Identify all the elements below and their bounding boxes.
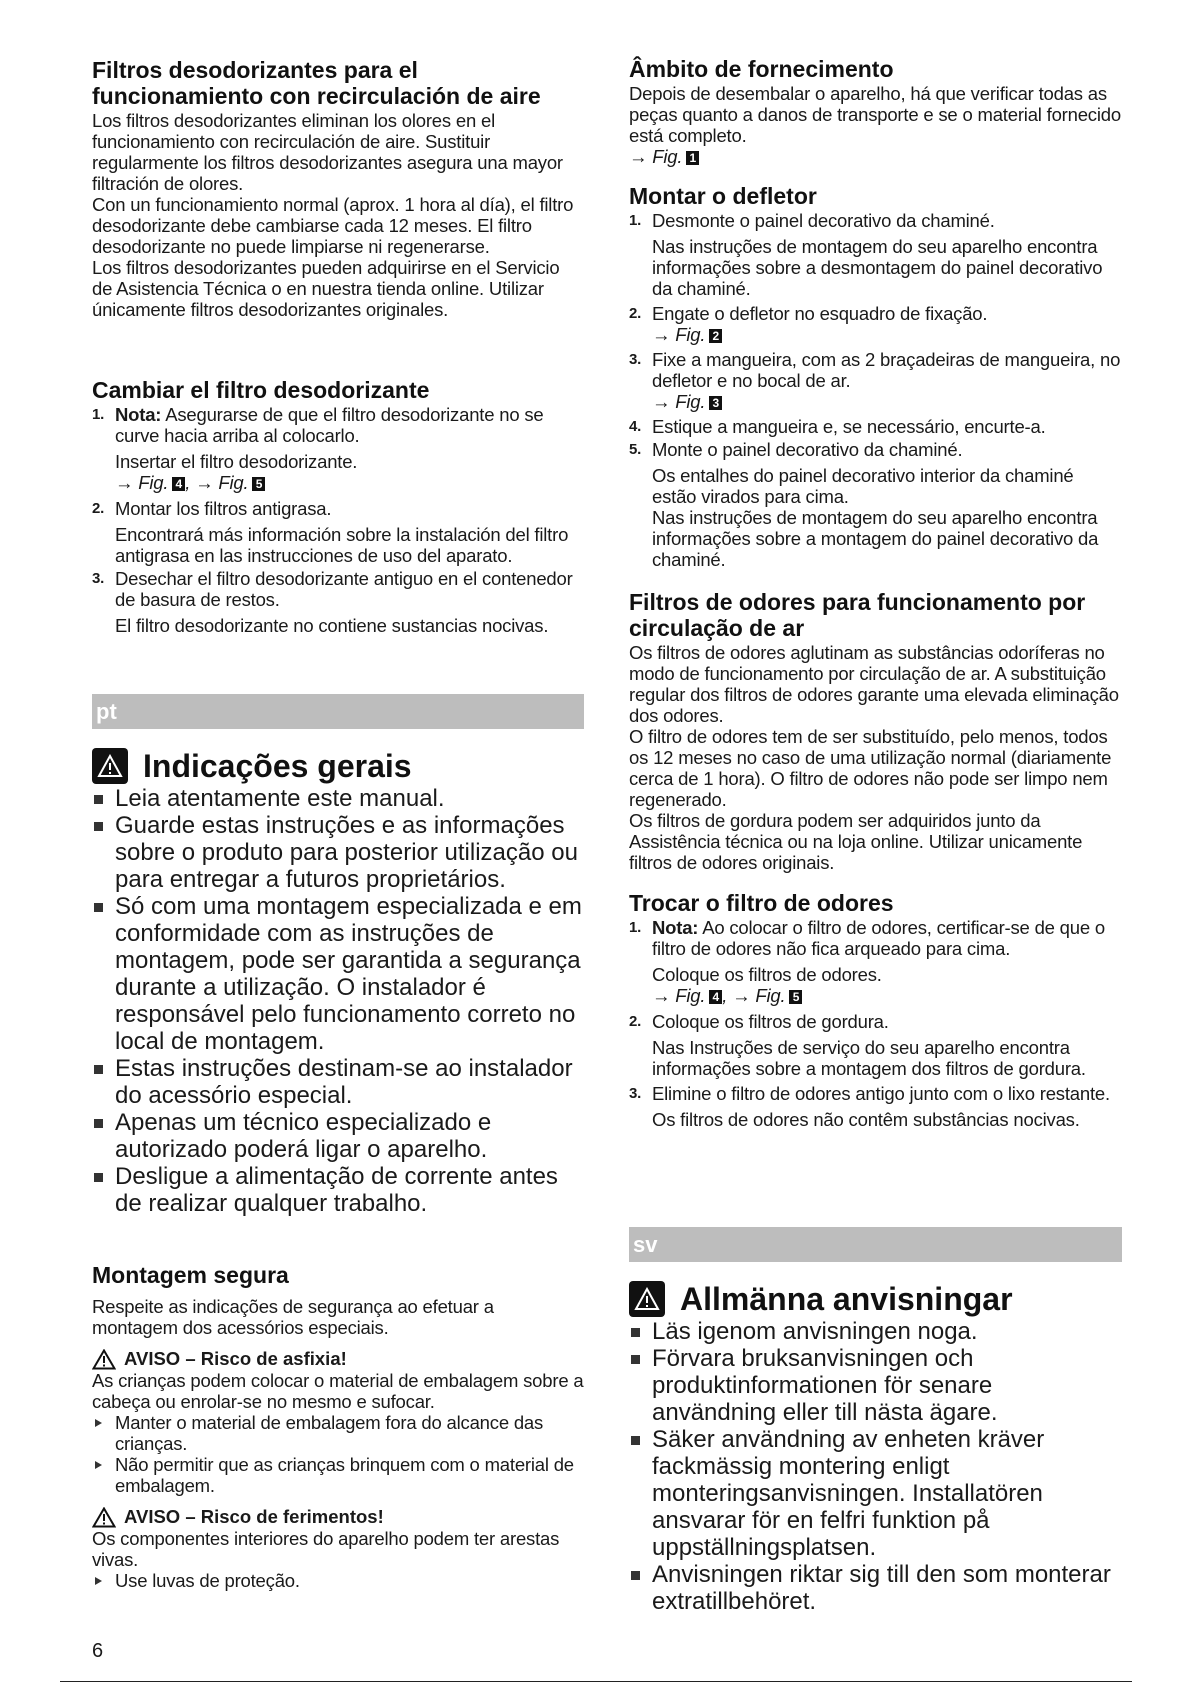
step-text: Montar los filtros antigrasa. bbox=[115, 498, 332, 519]
heading: Filtros desodorizantes para el funcionamiento con recirculación de aire bbox=[92, 57, 541, 109]
language-bar-pt: pt bbox=[92, 694, 584, 729]
figure-refs: → Fig. 4 , → Fig. 5 bbox=[115, 472, 584, 493]
heading-text: Indicações gerais bbox=[143, 748, 412, 784]
fig-number: 5 bbox=[252, 477, 265, 491]
section-es-filters bbox=[92, 57, 584, 320]
step-text: Elimine o filtro de odores antigo junto com o lixo restante. bbox=[652, 1083, 1110, 1104]
step-number: 1. bbox=[629, 919, 642, 936]
bottom-rule bbox=[60, 1681, 1132, 1682]
section-pt-safe bbox=[92, 1262, 584, 1591]
note-label: Nota: bbox=[115, 404, 162, 425]
step-number: 3. bbox=[92, 570, 105, 587]
step-number: 2. bbox=[629, 1013, 642, 1030]
fig-ref: Fig. bbox=[652, 146, 683, 167]
fig-number: 5 bbox=[789, 990, 802, 1004]
step-number: 4. bbox=[629, 418, 642, 435]
paragraph: Con un funcionamiento normal (aprox. 1 hora al día), el filtro desodorizante debe cambiarse cada 12 meses. El filtro desodorizante no puede limpiarse ni regenerarse. bbox=[92, 194, 574, 257]
fig-ref: Fig. bbox=[755, 985, 786, 1006]
fig-number: 3 bbox=[709, 396, 722, 410]
paragraph: Los filtros desodorizantes eliminan los olores en el funcionamiento con recirculación de aire. Sustituir regularmente los filtros desodorizantes asegura una mayor filtración de olores. bbox=[92, 110, 563, 194]
bullet: Läs igenom anvisningen noga. bbox=[629, 1318, 1122, 1345]
step bbox=[629, 349, 1122, 412]
fig-ref: Fig. bbox=[675, 985, 706, 1006]
warning-title bbox=[92, 1506, 584, 1528]
heading: Cambiar el filtro desodorizante bbox=[92, 377, 430, 403]
step bbox=[629, 439, 1122, 570]
section-scope bbox=[629, 56, 1122, 167]
step bbox=[629, 1011, 1122, 1079]
step bbox=[629, 1083, 1122, 1130]
heading: Montagem segura bbox=[92, 1262, 289, 1288]
big-heading bbox=[629, 1280, 1122, 1318]
fig-ref: Fig. bbox=[675, 391, 706, 412]
step-text: Estique a mangueira e, se necessário, encurte-a. bbox=[652, 416, 1046, 437]
bullet: Apenas um técnico especializado e autorizado poderá ligar o aparelho. bbox=[92, 1109, 584, 1163]
section-sv-general bbox=[629, 1280, 1122, 1615]
action: Use luvas de proteção. bbox=[92, 1570, 584, 1591]
warning-text: Os componentes interiores do aparelho podem ter arestas vivas. bbox=[92, 1528, 560, 1570]
fig-number: 4 bbox=[709, 990, 722, 1004]
heading-text: Allmänna anvisningar bbox=[680, 1281, 1013, 1317]
step bbox=[92, 498, 584, 566]
fig-ref: Fig. bbox=[675, 324, 706, 345]
fig-ref: Fig. bbox=[138, 472, 169, 493]
step-number: 2. bbox=[629, 305, 642, 322]
step-sub: Os entalhes do painel decorativo interior da chaminé estão virados para cima. bbox=[652, 465, 1074, 507]
warning-triangle-icon bbox=[92, 1349, 116, 1370]
bullet: Leia atentamente este manual. bbox=[92, 785, 584, 812]
bullet: Estas instruções destinam-se ao instalador do acessório especial. bbox=[92, 1055, 584, 1109]
section-change-odor bbox=[629, 890, 1122, 1130]
bullet: Säker användning av enheten kräver fackmässig montering enligt monteringsanvisningen. Installatören ansvarar för en felfri funktion på uppställningsplatsen. bbox=[629, 1426, 1122, 1561]
step-number: 1. bbox=[629, 212, 642, 229]
step-sub: Os filtros de odores não contêm substâncias nocivas. bbox=[652, 1109, 1080, 1130]
step-text: Monte o painel decorativo da chaminé. bbox=[652, 439, 963, 460]
fig-number: 2 bbox=[709, 329, 722, 343]
warning-text: As crianças podem colocar o material de embalagem sobre a cabeça ou enrolar-se no mesmo e sufocar. bbox=[92, 1370, 584, 1412]
step-text: Ao colocar o filtro de odores, certificar-se de que o filtro de odores não fica arqueado para cima. bbox=[652, 917, 1105, 959]
warning-title bbox=[92, 1348, 584, 1370]
fig-ref: Fig. bbox=[218, 472, 249, 493]
warning-icon bbox=[92, 748, 128, 784]
section-odor-filters bbox=[629, 589, 1122, 873]
paragraph: Los filtros desodorizantes pueden adquirirse en el Servicio de Asistencia Técnica o en nuestra tienda online. Utilizar únicamente filtros desodorizantes originales. bbox=[92, 257, 560, 320]
figure-ref: → Fig. 2 bbox=[652, 324, 1122, 345]
bullet: Förvara bruksanvisningen och produktinformationen för senare användning eller till nästa ägare. bbox=[629, 1345, 1122, 1426]
warning-icon bbox=[629, 1281, 665, 1317]
paragraph: Os filtros de gordura podem ser adquiridos junto da Assistência técnica ou na loja online. Utilizar unicamente filtros de odores originais. bbox=[629, 810, 1083, 873]
fig-number: 4 bbox=[172, 477, 185, 491]
action: Manter o material de embalagem fora do alcance das crianças. bbox=[92, 1412, 584, 1454]
paragraph: Os filtros de odores aglutinam as substâncias odoríferas no modo de funcionamento por circulação de ar. A substituição regular dos filtros de odores garante uma elevada eliminação dos odores. bbox=[629, 642, 1119, 726]
bullet: Guarde estas instruções e as informações sobre o produto para posterior utilização ou para entregar a futuros proprietários. bbox=[92, 812, 584, 893]
figure-refs: → Fig. 4 , → Fig. 5 bbox=[652, 985, 1122, 1006]
step-text: Coloque os filtros de gordura. bbox=[652, 1011, 889, 1032]
step-text: Fixe a mangueira, com as 2 braçadeiras de mangueira, no defletor e no bocal de ar. bbox=[652, 349, 1121, 391]
action: Não permitir que as crianças brinquem com o material de embalagem. bbox=[92, 1454, 584, 1496]
fig-number: 1 bbox=[686, 151, 699, 165]
paragraph: Depois de desembalar o aparelho, há que verificar todas as peças quanto a danos de transporte e se o material fornecido está completo. bbox=[629, 83, 1121, 146]
step-sub: Nas Instruções de serviço do seu aparelho encontra informações sobre a montagem dos filtros de gordura. bbox=[652, 1037, 1086, 1079]
step-number: 3. bbox=[629, 1085, 642, 1102]
step bbox=[629, 210, 1122, 299]
section-es-change bbox=[92, 377, 584, 636]
warning-title-text: AVISO – Risco de ferimentos! bbox=[124, 1506, 384, 1527]
bullet: Anvisningen riktar sig till den som monterar extratillbehöret. bbox=[629, 1561, 1122, 1615]
step-number: 1. bbox=[92, 406, 105, 423]
step bbox=[92, 404, 584, 493]
step-sub: Nas instruções de montagem do seu aparelho encontra informações sobre a desmontagem do painel decorativo da chaminé. bbox=[652, 236, 1103, 299]
note-label: Nota: bbox=[652, 917, 699, 938]
step-sub: Encontrará más información sobre la instalación del filtro antigrasa en las instrucciones de uso del aparato. bbox=[115, 524, 569, 566]
figure-ref: → Fig. 1 bbox=[629, 146, 1122, 167]
section-deflector bbox=[629, 183, 1122, 570]
warning-triangle-icon bbox=[92, 1507, 116, 1528]
step bbox=[629, 303, 1122, 345]
step-sub: Coloque os filtros de odores. bbox=[652, 964, 882, 985]
step-text: Desmonte o painel decorativo da chaminé. bbox=[652, 210, 995, 231]
step-text: Asegurarse de que el filtro desodorizante no se curve hacia arriba al colocarlo. bbox=[115, 404, 544, 446]
bullet: Desligue a alimentação de corrente antes de realizar qualquer trabalho. bbox=[92, 1163, 584, 1217]
warning-title-text: AVISO – Risco de asfixia! bbox=[124, 1348, 347, 1369]
step-number: 3. bbox=[629, 351, 642, 368]
step-sub: El filtro desodorizante no contiene sustancias nocivas. bbox=[115, 615, 549, 636]
step-text: Desechar el filtro desodorizante antiguo en el contenedor de basura de restos. bbox=[115, 568, 573, 610]
heading: Trocar o filtro de odores bbox=[629, 890, 894, 916]
bullet: Só com uma montagem especializada e em conformidade com as instruções de montagem, pode ser garantida a segurança durante a utilização. O instalador é responsável pelo funcionamento correto no local de montagem. bbox=[92, 893, 584, 1055]
step-text: Engate o defletor no esquadro de fixação. bbox=[652, 303, 988, 324]
page-number: 6 bbox=[92, 1640, 104, 1662]
step-sub: Nas instruções de montagem do seu aparelho encontra informações sobre a montagem do painel decorativo da chaminé. bbox=[652, 507, 1099, 570]
heading: Montar o defletor bbox=[629, 183, 817, 209]
step-number: 2. bbox=[92, 500, 105, 517]
step bbox=[629, 416, 1122, 437]
big-heading bbox=[92, 747, 584, 785]
paragraph: O filtro de odores tem de ser substituído, pelo menos, todos os 12 meses no caso de uma utilização normal (diariamente cerca de 1 hora). O filtro de odores não pode ser limpo nem regenerado. bbox=[629, 726, 1112, 810]
language-bar-sv: sv bbox=[629, 1227, 1122, 1262]
heading: Filtros de odores para funcionamento por circulação de ar bbox=[629, 589, 1086, 641]
step-sub: Insertar el filtro desodorizante. bbox=[115, 451, 358, 472]
heading: Âmbito de fornecimento bbox=[629, 56, 894, 82]
step bbox=[629, 917, 1122, 1006]
intro: Respeite as indicações de segurança ao efetuar a montagem dos acessórios especiais. bbox=[92, 1296, 494, 1338]
step bbox=[92, 568, 584, 636]
step-number: 5. bbox=[629, 441, 642, 458]
figure-ref: → Fig. 3 bbox=[652, 391, 1122, 412]
section-pt-general bbox=[92, 747, 584, 1217]
